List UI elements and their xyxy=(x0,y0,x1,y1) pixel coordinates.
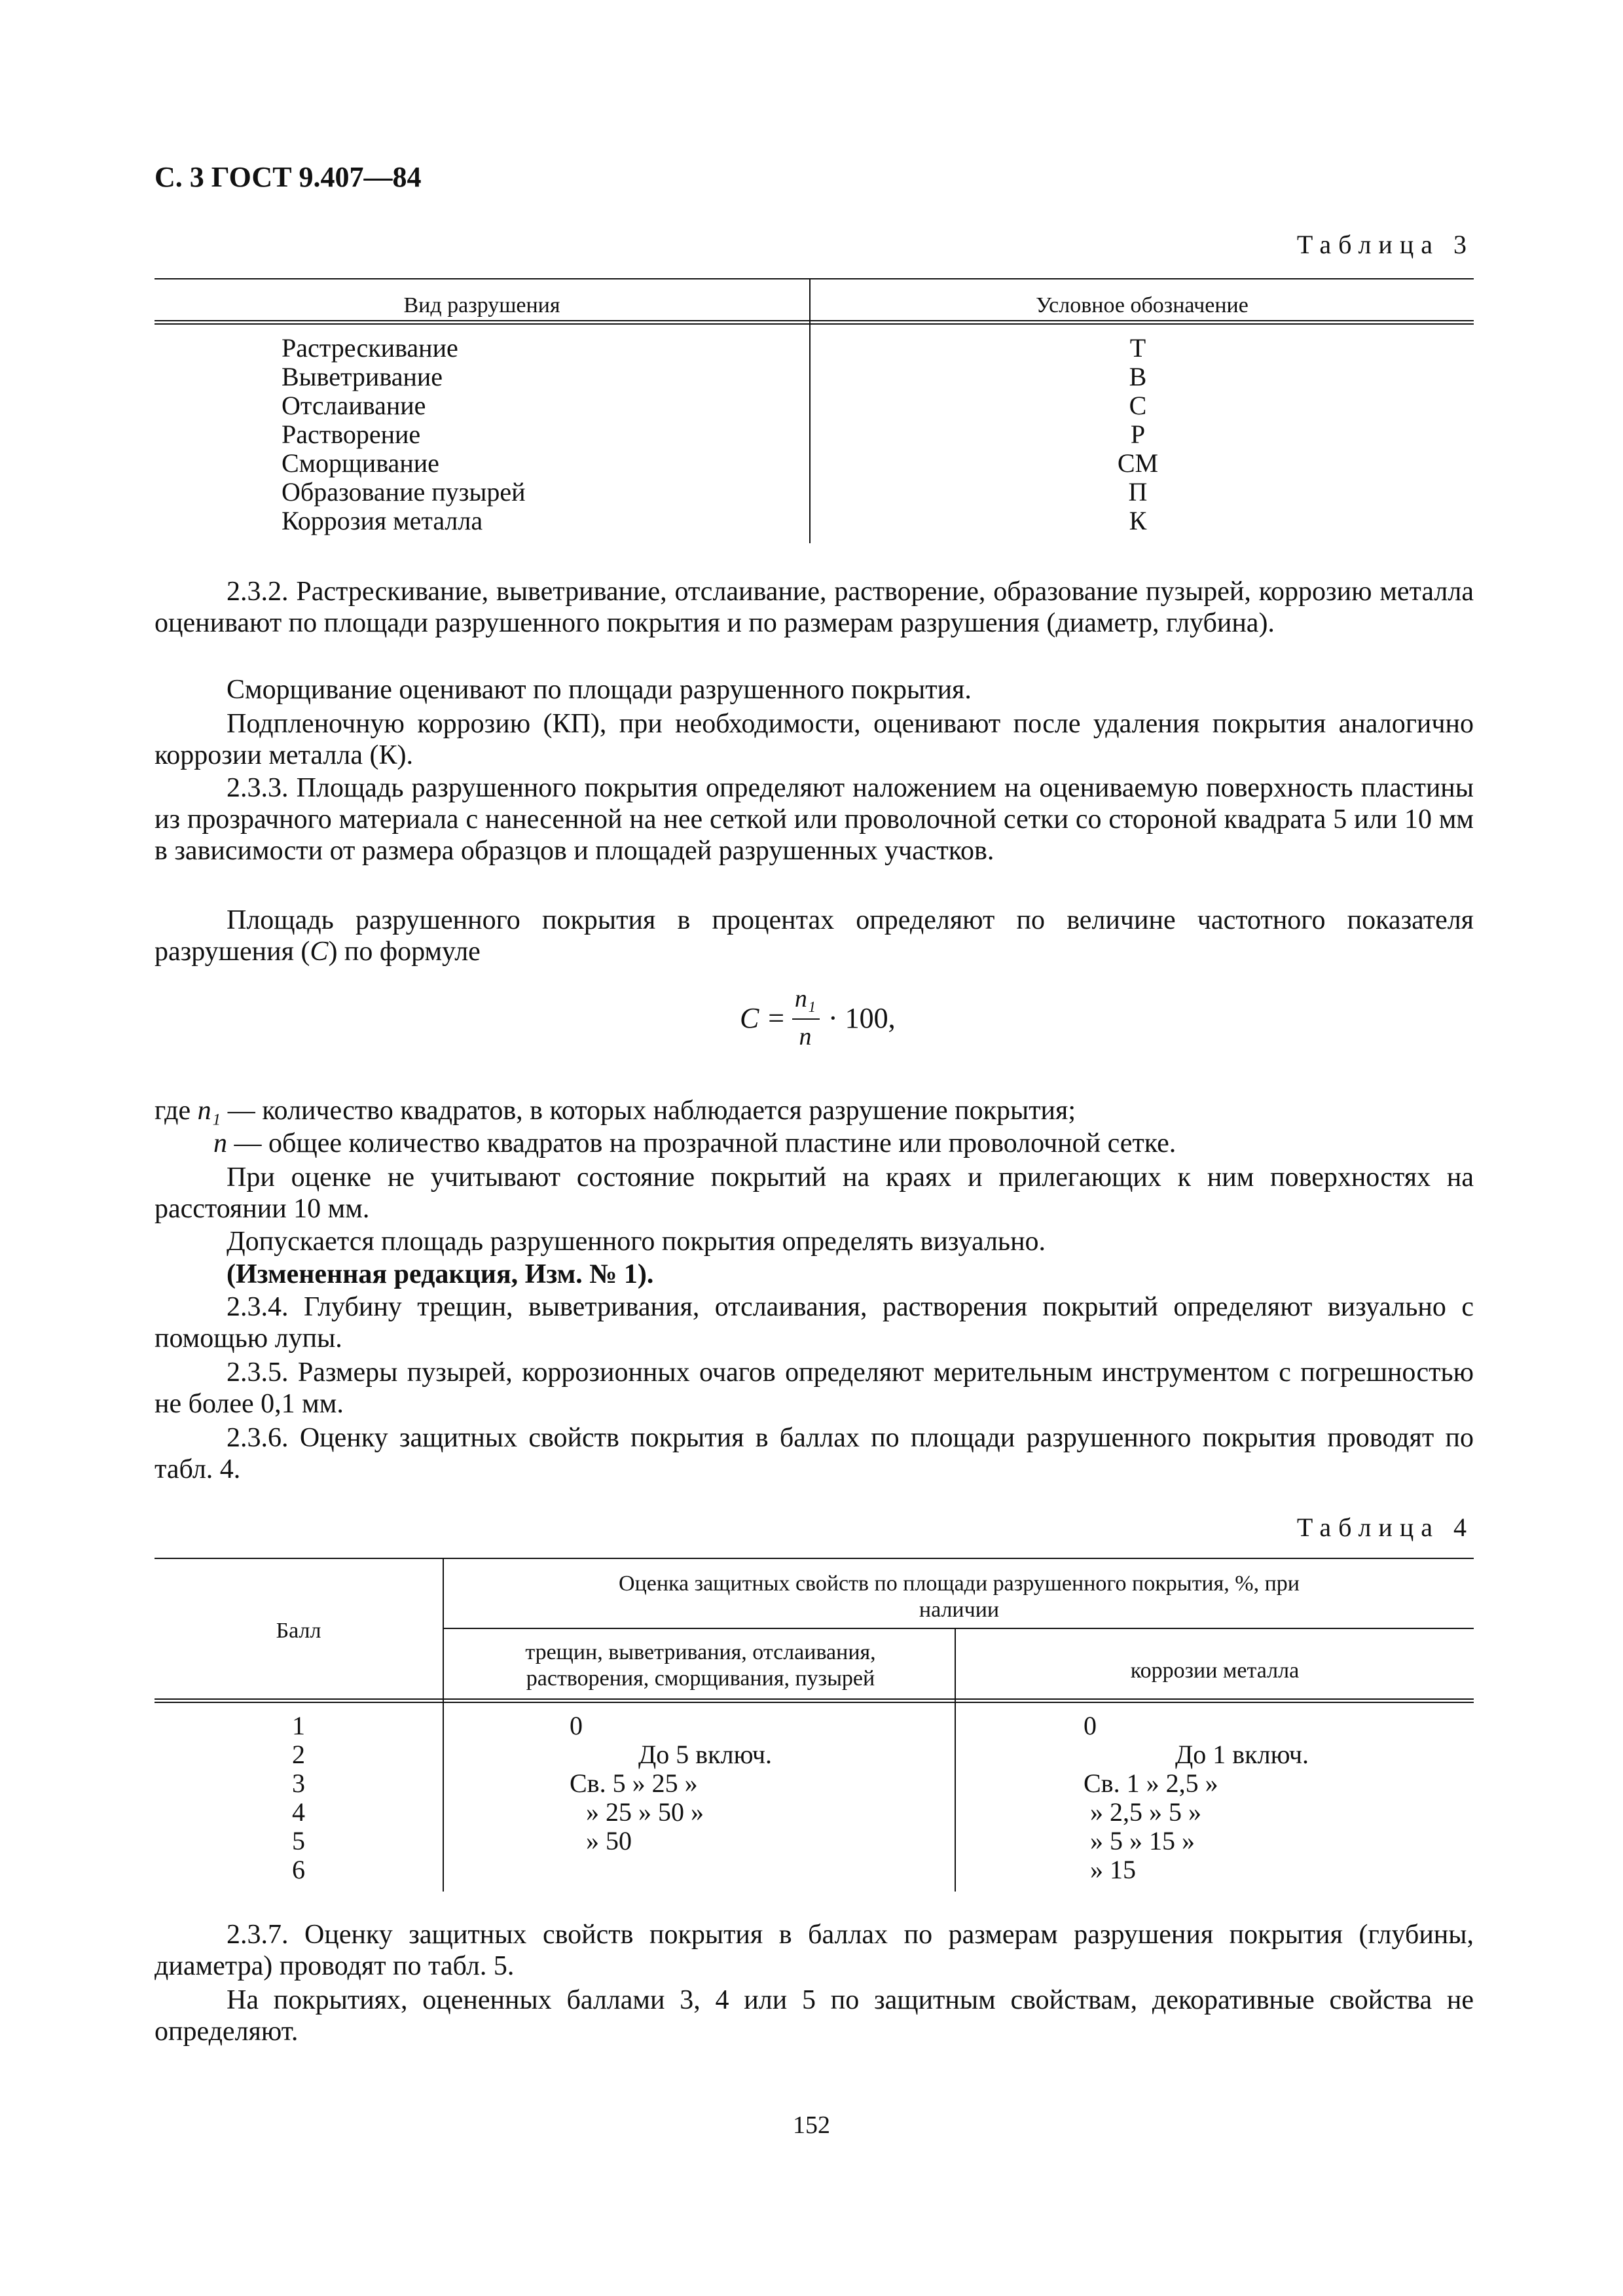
where1-var: n₁ xyxy=(197,1096,221,1126)
table4-header-rule xyxy=(155,1698,1474,1700)
table3-code: Т xyxy=(1129,333,1146,363)
table4-sub1-header: трещин, выветривания, отслаивания, растворения, сморщивания, пузырей xyxy=(525,1640,876,1691)
table3-name: Растрескивание xyxy=(282,333,458,363)
para-area-var: С xyxy=(310,937,329,967)
formula-numerator: n₁ xyxy=(794,985,816,1013)
table3-code: Р xyxy=(1130,420,1146,449)
para-decor: На покрытиях, оцененных баллами 3, 4 или 5 по защитным свойствам, декоративные свойства не определяют. xyxy=(155,1985,1474,2047)
table4-col1-cell: » 25 » 50 » xyxy=(586,1797,704,1827)
table4-col1-cell: Св. 5 » 25 » xyxy=(570,1768,698,1798)
table3-header-rule xyxy=(155,320,1474,321)
table3-name: Сморщивание xyxy=(282,448,439,478)
table3-code: С xyxy=(1129,391,1147,420)
formula-denominator: n xyxy=(799,1023,812,1050)
formula-rhs: · 100, xyxy=(828,1002,896,1034)
table4-ball-header: Балл xyxy=(276,1619,321,1643)
table4-col1-cell: 0 xyxy=(570,1711,583,1740)
table4-col1-cell: До 5 включ. xyxy=(638,1740,773,1769)
para-2-3-4: 2.3.4. Глубину трещин, выветривания, отслаивания, растворения покрытий определяют визуально с помощью лупы. xyxy=(155,1292,1474,1354)
table3-name: Отслаивание xyxy=(282,391,426,420)
table4-col2-cell: » 15 xyxy=(1090,1855,1136,1884)
para-2-3-5: 2.3.5. Размеры пузырей, коррозионных очагов определяют мерительным инструментом с погрешностью не более 0,1 мм. xyxy=(155,1357,1474,1419)
table3-col1-header: Вид разрушения xyxy=(403,293,560,317)
table3-code: К xyxy=(1129,506,1147,535)
table4-col2-cell: До 1 включ. xyxy=(1175,1740,1309,1769)
table4-col2-cell: » 2,5 » 5 » xyxy=(1090,1797,1201,1827)
where1-pre: где xyxy=(155,1096,198,1126)
table3-name: Образование пузырей xyxy=(282,477,526,507)
para-kp: Подпленочную коррозию (КП), при необходимости, оценивают после удаления покрытия аналогично коррозии металла (К). xyxy=(155,709,1474,770)
table4-col1-cell: » 50 xyxy=(586,1826,632,1856)
table4-top-rule xyxy=(155,1558,1474,1559)
para-where-2 xyxy=(213,1128,1474,1159)
table4-ball: 5 xyxy=(292,1826,305,1856)
table4-ball-divider xyxy=(443,1558,444,1892)
table3-codes xyxy=(1072,334,1203,535)
table4-ball: 2 xyxy=(292,1740,305,1769)
para-2-3-6: 2.3.6. Оценку защитных свойств покрытия в баллах по площади разрушенного покрытия проводят по табл. 4. xyxy=(155,1423,1474,1484)
where2-var: n xyxy=(213,1128,227,1158)
table3-top-rule xyxy=(155,278,1474,279)
table3-header-rule-double xyxy=(155,323,1474,325)
para-where-1 xyxy=(155,1095,1474,1126)
page-number: 152 xyxy=(793,2111,830,2139)
table3-code: В xyxy=(1129,362,1147,391)
table4-col2-cell: » 5 » 15 » xyxy=(1090,1826,1195,1856)
where2-post: — общее количество квадратов на прозрачной пластине или проволочной сетке. xyxy=(227,1128,1176,1158)
table4-group-header: Оценка защитных свойств по площади разрушенного покрытия, %, при наличии xyxy=(619,1571,1300,1622)
para-area xyxy=(155,905,1474,967)
table4-col2-cell: 0 xyxy=(1084,1711,1097,1740)
formula-lhs: С = xyxy=(740,1002,786,1034)
table4-ball: 6 xyxy=(292,1855,305,1884)
fraction-bar xyxy=(792,1018,820,1020)
table3-caption: Таблица 3 xyxy=(1296,230,1474,259)
para-smorsh: Сморщивание оценивают по площади разрушенного покрытия. xyxy=(227,675,972,705)
para-visual: Допускается площадь разрушенного покрытия определять визуально. xyxy=(227,1227,1046,1257)
table4-header-rule-double xyxy=(155,1702,1474,1703)
table4-ball: 3 xyxy=(292,1768,305,1798)
table3-names xyxy=(282,334,525,535)
table3-col2-header: Условное обозначение xyxy=(1036,293,1249,317)
para-amendment: (Измененная редакция, Изм. № 1). xyxy=(227,1259,654,1289)
table4-sub2-header: коррозии металла xyxy=(1130,1659,1300,1683)
para-edge: При оценке не учитывают состояние покрытий на краях и прилегающих к ним поверхностях на расстоянии 10 мм. xyxy=(155,1162,1474,1224)
table3-code: П xyxy=(1128,477,1148,507)
table4-caption: Таблица 4 xyxy=(1296,1513,1474,1542)
where1-post: — количество квадратов, в которых наблюдается разрушение покрытия; xyxy=(221,1096,1076,1126)
table4-group-rule xyxy=(444,1628,1474,1629)
table4-col2-cell: Св. 1 » 2,5 » xyxy=(1084,1768,1218,1798)
formula xyxy=(740,985,896,1050)
table3-name: Выветривание xyxy=(282,362,443,391)
table4-ball: 1 xyxy=(292,1711,305,1740)
table4-balls xyxy=(155,1712,443,1884)
table3-code: СМ xyxy=(1117,448,1159,478)
page-header: С. 3 ГОСТ 9.407—84 xyxy=(155,161,422,193)
table3-name: Растворение xyxy=(282,420,421,449)
table4-ball: 4 xyxy=(292,1797,305,1827)
para-area-pre: Площадь разрушенного покрытия в процентах определяют по величине частотного показателя разрушения ( xyxy=(155,905,1474,967)
para-2-3-2: 2.3.2. Растрескивание, выветривание, отслаивание, растворение, образование пузырей, коррозию металла оценивают по площади разрушенного покрытия и по размерам разрушения (диаметр, глубина). xyxy=(155,577,1474,638)
table3-name: Коррозия металла xyxy=(282,506,483,535)
para-2-3-7: 2.3.7. Оценку защитных свойств покрытия в баллах по размерам разрушения покрытия (глубины, диаметра) проводят по табл. 5. xyxy=(155,1920,1474,1981)
para-area-post: ) по формуле xyxy=(328,937,481,967)
para-2-3-3: 2.3.3. Площадь разрушенного покрытия определяют наложением на оцениваемую поверхность пластины из прозрачного материала с нанесенной на нее сеткой или проволочной сетки со стороной квадрата 5 или 10 мм в зависимости от размера образцов и площадей разрушенных участков. xyxy=(155,773,1474,866)
